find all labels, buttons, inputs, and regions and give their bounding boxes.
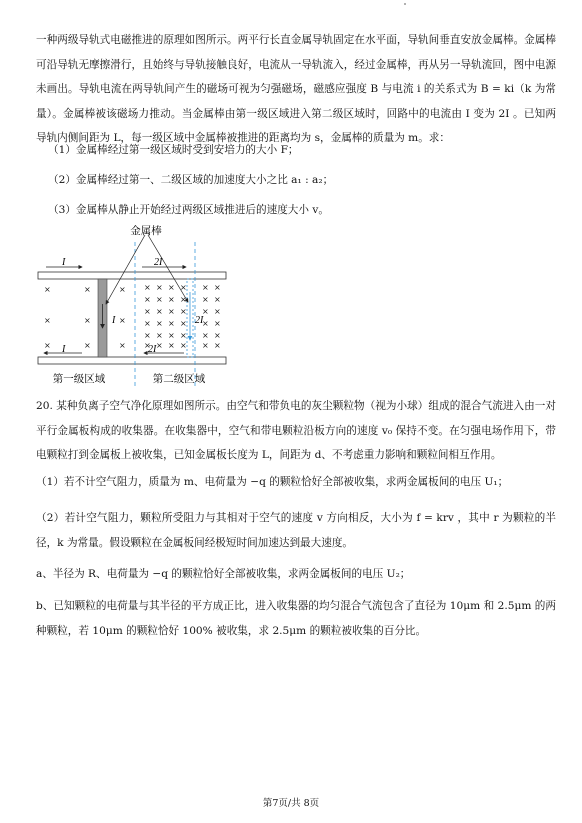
- field-cross: ×: [44, 341, 51, 350]
- p19-question-1: （1）金属棒经过第一级区域时受到安培力的大小 F；: [48, 144, 299, 156]
- p20-question-2b: b、已知颗粒的电荷量与其半径的平方成正比，进入收集器的均匀混合气流包含了直径为 10μm 和 2.5μm 的两种颗粒，若 10μm 的颗粒恰好 100% 被收集，求 2.5μm 的颗粒被收集的百分比。: [36, 600, 556, 637]
- rod-label: 金属棒: [130, 225, 162, 237]
- field-cross: ×: [119, 316, 126, 325]
- field-cross: ×: [214, 283, 221, 292]
- region-2-label: 第二级区域: [152, 373, 206, 385]
- field-cross: ×: [180, 331, 187, 340]
- region-1-label: 第一级区域: [52, 373, 106, 385]
- field-cross: ×: [202, 283, 209, 292]
- bottom-rail: [38, 357, 226, 364]
- top-current-label-1: I: [62, 257, 66, 268]
- rail-gun-figure: [34, 222, 234, 392]
- field-cross: ×: [180, 341, 187, 350]
- field-cross: ×: [214, 295, 221, 304]
- p19-stem: 一种两级导轨式电磁推进的原理如图所示。两平行长直金属导轨固定在水平面，导轨间垂直安放金属棒。金属棒可沿导轨无摩擦滑行，且始终与导轨接触良好，电流从一导轨流入，经过金属棒，再从另一导轨流回，图中电源未画出。导轨电流在两导轨间产生的磁场可视为匀强磁场，磁感应强度 B 与电流 i 的关系式为 B = ki（k 为常量）。金属棒被该磁场力推动。当金属棒由第一级区域进入第二级区域时，回路中的电流由 I 变为 2I 。已知两导轨内侧间距为 L，每一级区域中金属棒被推进的距离均为 s，金属棒的质量为 m。求：: [36, 34, 556, 144]
- field-cross: ×: [144, 283, 151, 292]
- field-cross: ×: [144, 341, 151, 350]
- field-cross: ×: [168, 295, 175, 304]
- field-cross: ×: [144, 295, 151, 304]
- rod-current-label-2: 2I: [195, 315, 204, 326]
- field-cross: ×: [119, 341, 126, 350]
- field-cross: ×: [44, 285, 51, 294]
- field-cross: ×: [144, 307, 151, 316]
- field-cross: ×: [168, 341, 175, 350]
- field-cross: ×: [180, 307, 187, 316]
- field-cross: ×: [156, 331, 163, 340]
- field-cross: ×: [168, 331, 175, 340]
- bottom-current-label-2: 2I: [148, 344, 157, 355]
- field-cross: ×: [214, 307, 221, 316]
- field-cross: ×: [44, 316, 51, 325]
- field-cross: ×: [202, 331, 209, 340]
- bottom-current-label-1: I: [62, 344, 66, 355]
- top-rail: [38, 272, 226, 279]
- field-cross: ×: [202, 307, 209, 316]
- field-cross: ×: [156, 283, 163, 292]
- p19-question-3: （3）金属棒从静止开始经过两级区域推进后的速度大小 v。: [48, 204, 329, 216]
- p20-question-1: （1）若不计空气阻力，质量为 m、电荷量为 −q 的颗粒恰好全部被收集，求两金属板间的电压 U₁；: [36, 476, 509, 488]
- scan-dot: [404, 3, 406, 5]
- field-cross: ×: [214, 331, 221, 340]
- page-footer: 第7页/共 8页: [262, 798, 320, 809]
- field-cross: ×: [168, 307, 175, 316]
- field-cross: ×: [202, 295, 209, 304]
- rod-current-label-1: I: [112, 315, 116, 326]
- p20-question-2a: a、半径为 R、电荷量为 −q 的颗粒恰好全部被收集，求两金属板间的电压 U₂；: [36, 568, 411, 580]
- field-cross: ×: [156, 295, 163, 304]
- field-cross: ×: [144, 319, 151, 328]
- field-cross: ×: [84, 341, 91, 350]
- p20-stem: 20. 某种负离子空气净化原理如图所示。由空气和带负电的灰尘颗粒物（视为小球）组成的混合气流进入由一对平行金属板构成的收集器。在收集器中，空气和带电颗粒沿板方向的速度 v₀ 保持不变。在匀强电场作用下，带电颗粒打到金属板上被收集，已知金属板长度为 L，间距为 d、不考虑重力影响和颗粒间相互作用。: [36, 400, 556, 461]
- field-cross: ×: [202, 341, 209, 350]
- top-current-label-2: 2I: [154, 257, 163, 268]
- field-cross: ×: [156, 307, 163, 316]
- p19-question-2: （2）金属棒经过第一、二级区域的加速度大小之比 a₁ : a₂；: [48, 174, 334, 186]
- field-cross: ×: [180, 319, 187, 328]
- field-cross: ×: [156, 319, 163, 328]
- field-cross: ×: [180, 283, 187, 292]
- p20-question-2: （2）若计空气阻力，颗粒所受阻力与其相对于空气的速度 v 方向相反，大小为 f = krv ，其中 r 为颗粒的半径，k 为常量。假设颗粒在金属板间经极短时间加速达到最大速度。: [36, 512, 556, 549]
- field-cross: ×: [119, 285, 126, 294]
- field-cross: ×: [202, 319, 209, 328]
- field-cross: ×: [84, 316, 91, 325]
- field-cross: ×: [214, 341, 221, 350]
- field-cross: ×: [84, 285, 91, 294]
- field-cross: ×: [168, 319, 175, 328]
- field-cross: ×: [168, 283, 175, 292]
- field-cross: ×: [156, 341, 163, 350]
- field-cross: ×: [144, 331, 151, 340]
- field-cross: ×: [180, 295, 187, 304]
- field-cross: ×: [214, 319, 221, 328]
